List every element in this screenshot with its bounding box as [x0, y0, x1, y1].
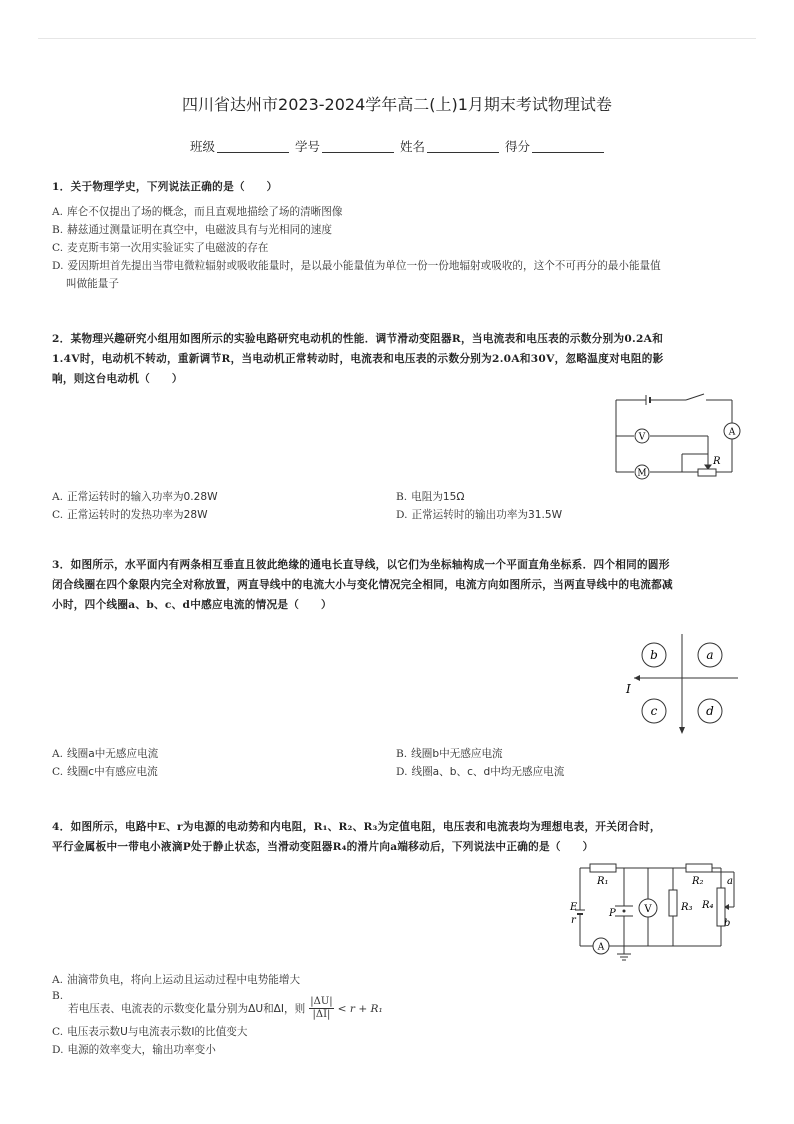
question-4-stem-line2: 平行金属板中一带电小液滴P处于静止状态，当滑动变阻器R₄的滑片向a端移动后，下列说法中正确的是（ ）	[52, 841, 594, 853]
q2-option-d[interactable]	[396, 507, 562, 522]
q4-r4-label: R₄	[702, 900, 714, 911]
q4-r1-label: R₁	[597, 876, 609, 887]
q4-option-a-text: 油滴带负电，将向上运动且运动过程中电势能增大	[67, 974, 301, 986]
score-label: 得分	[505, 139, 531, 154]
q1-option-a-key: A.	[52, 206, 64, 218]
name-blank[interactable]	[427, 140, 499, 153]
q4-option-b-denominator: |ΔI|	[312, 1009, 331, 1020]
q2-rheostat-icon	[698, 469, 716, 476]
q4-option-b-text: 若电压表、电流表的示数变化量分别为ΔU和ΔI，则	[68, 1003, 306, 1015]
score-blank[interactable]	[532, 140, 604, 153]
q4-option-c-key: C.	[52, 1026, 64, 1038]
q3-option-c-key: C.	[52, 766, 64, 778]
q2-ammeter-label: A	[728, 427, 736, 438]
header-divider	[38, 38, 756, 39]
q3-option-d-key: D.	[396, 766, 408, 778]
q1-option-c-text: 麦克斯韦第一次用实验证实了电磁波的存在	[67, 242, 269, 254]
q4-ammeter-label: A	[597, 942, 605, 953]
q3-option-a[interactable]	[52, 746, 158, 761]
question-2-stem-line1: 2．某物理兴趣研究小组用如图所示的实验电路研究电动机的性能．调节滑动变阻器R，当电流表和电压表的示数分别为0.2A和	[52, 333, 664, 345]
q2-option-d-key: D.	[396, 509, 408, 521]
q4-option-b[interactable]	[52, 990, 67, 1002]
q1-option-d-text-cont: 叫做能量子	[66, 278, 119, 290]
q2-circuit-figure	[610, 392, 745, 482]
q4-option-a-key: A.	[52, 974, 64, 986]
q4-circuit-figure	[566, 860, 746, 966]
q4-option-c[interactable]	[52, 1024, 248, 1039]
q3-option-c-text: 线圈c中有感应电流	[67, 766, 158, 778]
q4-r1-resistor	[590, 864, 616, 872]
q3-coil-b-label: b	[650, 648, 658, 662]
q3-coil-d-label: d	[706, 704, 714, 718]
id-label: 学号	[295, 139, 321, 154]
q1-option-d-key: D.	[52, 260, 64, 272]
q4-a-terminal-label: a	[727, 876, 733, 887]
question-3-stem-line1: 3．如图所示，水平面内有两条相互垂直且彼此绝缘的通电长直导线，以它们为坐标轴构成一个平面直角坐标系．四个相同的圆形	[52, 559, 670, 571]
question-2-stem-line3: 响，则这台电动机（ ）	[52, 373, 183, 385]
page-title: 四川省达州市2023-2024学年高二(上)1月期末考试物理试卷	[182, 95, 612, 114]
q3-option-d-text: 线圈a、b、c、d中均无感应电流	[411, 766, 565, 778]
question-4	[52, 817, 742, 857]
q3-option-d[interactable]	[396, 764, 564, 779]
q2-option-a-text: 正常运转时的输入功率为0.28W	[67, 491, 218, 503]
q1-option-a[interactable]	[52, 203, 742, 221]
q3-option-c[interactable]	[52, 764, 158, 779]
q3-coil-c-label: c	[650, 704, 658, 718]
q1-option-c[interactable]	[52, 239, 742, 257]
q2-motor-label: M	[637, 468, 647, 479]
question-3-stem-line2: 闭合线圈在四个象限内完全对称放置，两直导线中的电流大小与变化情况完全相同，电流方向如图所示，当两直导线中的电流都减	[52, 579, 673, 591]
q4-option-a[interactable]	[52, 972, 300, 987]
q4-option-b-fraction	[309, 996, 333, 1021]
q4-droplet-icon	[623, 910, 626, 913]
q4-r2-label: R₂	[692, 876, 704, 887]
q3-coil-a-label: a	[706, 648, 714, 662]
q4-option-b-numerator: |ΔU|	[310, 996, 333, 1007]
q3-option-a-key: A.	[52, 748, 64, 760]
q2-option-c[interactable]	[52, 507, 208, 522]
question-1	[52, 177, 742, 197]
q4-option-d[interactable]	[52, 1042, 216, 1057]
name-label: 姓名	[400, 139, 426, 154]
q2-option-b[interactable]	[396, 489, 465, 504]
q4-emf-label: E	[570, 902, 578, 913]
q4-option-d-text: 电源的效率变大，输出功率变小	[67, 1044, 216, 1056]
q2-option-b-text: 电阻为15Ω	[411, 491, 465, 503]
q4-voltmeter-label: V	[644, 904, 652, 915]
q3-coils-figure	[620, 630, 745, 738]
q4-option-d-key: D.	[52, 1044, 64, 1056]
q4-option-c-text: 电压表示数U与电流表示数I的比值变大	[67, 1026, 248, 1038]
q3-option-a-text: 线圈a中无感应电流	[67, 748, 159, 760]
q4-r2-resistor	[686, 864, 712, 872]
question-1-options	[52, 203, 742, 293]
q1-option-b-key: B.	[52, 224, 64, 236]
q2-voltmeter-label: V	[638, 432, 646, 443]
q2-option-a-key: A.	[52, 491, 64, 503]
question-4-stem-line1: 4．如图所示，电路中E、r为电源的电动势和内电阻，R₁、R₂、R₃为定值电阻，电压表和电流表均为理想电表，开关闭合时，	[52, 821, 661, 833]
q3-vertical-current-arrow	[679, 727, 685, 734]
q2-option-c-text: 正常运转时的发热功率为28W	[67, 509, 208, 521]
q1-option-a-text: 库仑不仅提出了场的概念，而且直观地描绘了场的清晰图像	[67, 206, 343, 218]
q1-option-d[interactable]	[52, 257, 742, 275]
question-1-stem: 1．关于物理学史，下列说法正确的是（ ）	[52, 181, 278, 193]
id-blank[interactable]	[322, 140, 394, 153]
q3-option-b[interactable]	[396, 746, 503, 761]
q2-option-b-key: B.	[396, 491, 408, 503]
q1-option-d-text: 爱因斯坦首先提出当带电微粒辐射或吸收能量时，是以最小能量值为单位一份一份地辐射或吸收的，这个不可再分的最小能量值	[67, 260, 661, 272]
question-2-stem-line2: 1.4V时，电动机不转动，重新调节R，当电动机正常转动时，电流表和电压表的示数分别为2.0A和30V，忽略温度对电阻的影	[52, 353, 664, 365]
q2-option-a[interactable]	[52, 489, 218, 504]
q1-option-b-text: 赫兹通过测量证明在真空中，电磁波具有与光相同的速度	[67, 224, 332, 236]
student-info-line	[190, 137, 606, 155]
q2-rheostat-label: R	[713, 456, 721, 467]
q3-option-b-text: 线圈b中无感应电流	[411, 748, 503, 760]
q4-option-b-inequality: < r + R₁	[337, 1002, 383, 1015]
q1-option-b[interactable]	[52, 221, 742, 239]
q3-option-b-key: B.	[396, 748, 408, 760]
q3-horizontal-current-arrow	[634, 675, 640, 681]
question-3	[52, 555, 742, 615]
q2-option-d-text: 正常运转时的输出功率为31.5W	[411, 509, 563, 521]
q3-current-label: I	[626, 682, 631, 696]
q1-option-c-key: C.	[52, 242, 64, 254]
q2-option-c-key: C.	[52, 509, 64, 521]
class-label: 班级	[190, 139, 216, 154]
question-2	[52, 329, 742, 389]
q4-r3-resistor	[669, 890, 677, 916]
q4-internal-resistance-label: r	[571, 915, 576, 926]
question-3-stem-line3: 小时，四个线圈a、b、c、d中感应电流的情况是（ ）	[52, 599, 332, 611]
q4-r3-label: R₃	[681, 902, 693, 913]
q4-option-b-key: B.	[52, 990, 64, 1002]
q4-b-terminal-label: b	[724, 918, 731, 929]
q4-option-b-body[interactable]	[68, 996, 383, 1021]
class-blank[interactable]	[217, 140, 289, 153]
q4-droplet-label: P	[609, 908, 616, 919]
